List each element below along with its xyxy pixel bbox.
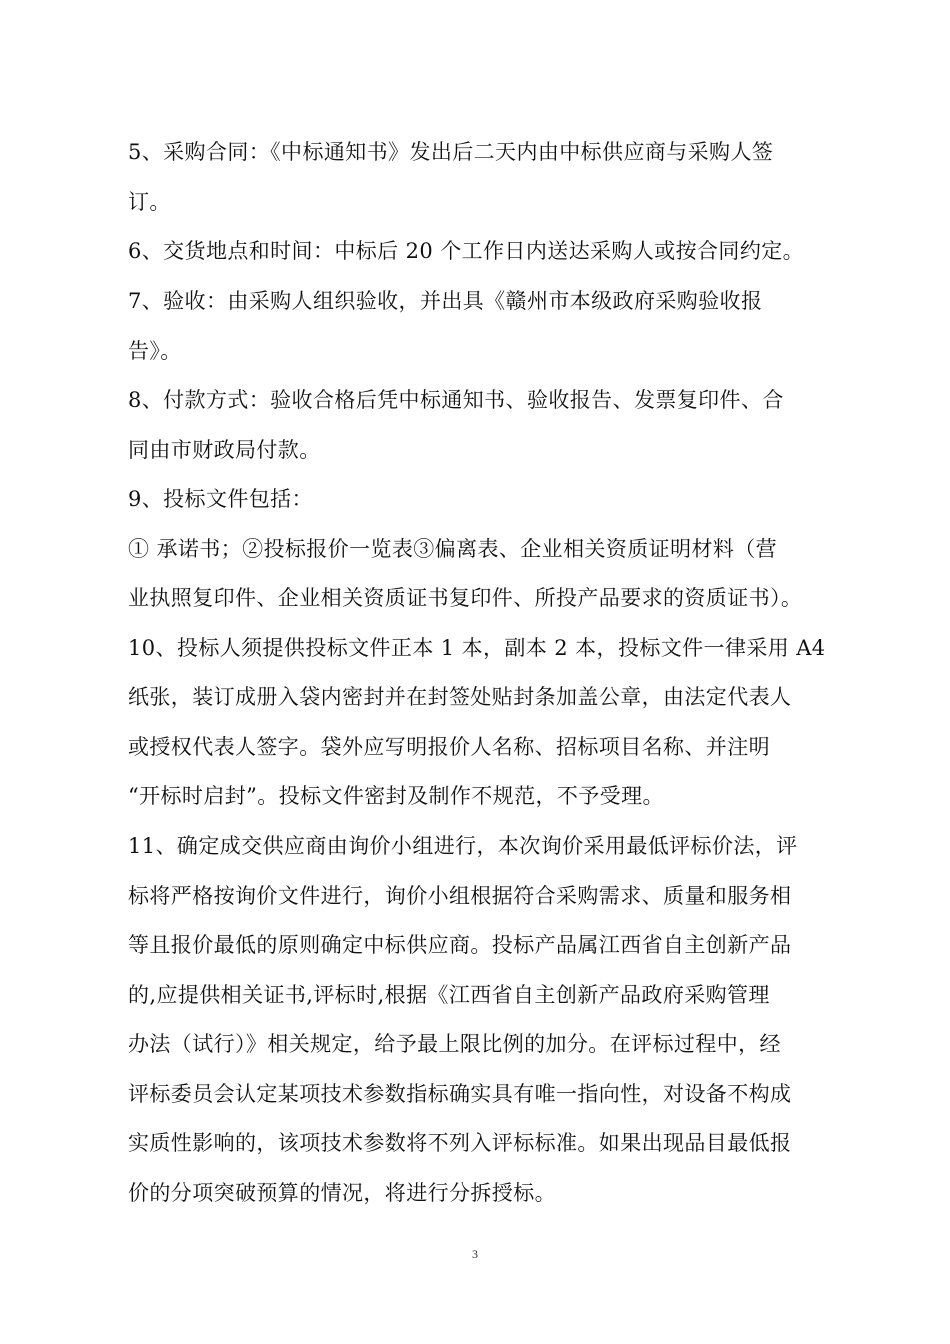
- text-line: 6、交货地点和时间：中标后 20 个工作日内送达采购人或按合同约定。: [128, 239, 805, 263]
- text-line: 告》。: [128, 339, 182, 363]
- text-line: 8、付款方式：验收合格后凭中标通知书、验收报告、发票复印件、合: [128, 388, 784, 412]
- text-line: 5、采购合同：《中标通知书》发出后二天内由中标供应商与采购人签: [128, 140, 774, 164]
- text-line: 标将严格按询价文件进行，询价小组根据符合采购需求、质量和服务相: [128, 884, 792, 908]
- text-line: 等且报价最低的原则确定中标供应商。投标产品属江西省自主创新产品: [128, 933, 792, 957]
- text-line: 价的分项突破预算的情况，将进行分拆授标。: [128, 1181, 556, 1205]
- text-line: 业执照复印件、企业相关资质证书复印件、所投产品要求的资质证书）。: [128, 586, 803, 610]
- text-line: 办法（试行）》相关规定，给予最上限比例的加分。在评标过程中，经: [128, 1032, 781, 1056]
- text-line: 订。: [128, 190, 171, 214]
- text-line: 10、投标人须提供投标文件正本 1 本，副本 2 本，投标文件一律采用 A4: [128, 636, 826, 660]
- text-line: 同由市财政局付款。: [128, 438, 321, 462]
- text-line: 纸张，装订成册入袋内密封并在封签处贴封条加盖公章，由法定代表人: [128, 685, 792, 709]
- text-line: 或授权代表人签字。袋外应写明报价人名称、招标项目名称、并注明: [128, 735, 770, 759]
- text-line: 7、验收：由采购人组织验收，并出具《赣州市本级政府采购验收报: [128, 289, 763, 313]
- text-line: 9、投标文件包括：: [128, 487, 313, 511]
- text-line: 评标委员会认定某项技术参数指标确实具有唯一指向性，对设备不构成: [128, 1082, 792, 1106]
- text-line: 实质性影响的，该项技术参数将不列入评标标准。如果出现品目最低报: [128, 1131, 792, 1155]
- text-line: “开标时启封”。投标文件密封及制作不规范，不予受理。: [128, 784, 664, 808]
- page-number: 3: [472, 1247, 478, 1261]
- text-line: 的,应提供相关证书,评标时,根据《江西省自主创新产品政府采购管理: [128, 983, 770, 1007]
- text-line: ① 承诺书；②投标报价一览表③偏离表、企业相关资质证明材料（营: [128, 537, 778, 561]
- text-line: 11、确定成交供应商由询价小组进行，本次询价采用最低评标价法，评: [128, 834, 798, 858]
